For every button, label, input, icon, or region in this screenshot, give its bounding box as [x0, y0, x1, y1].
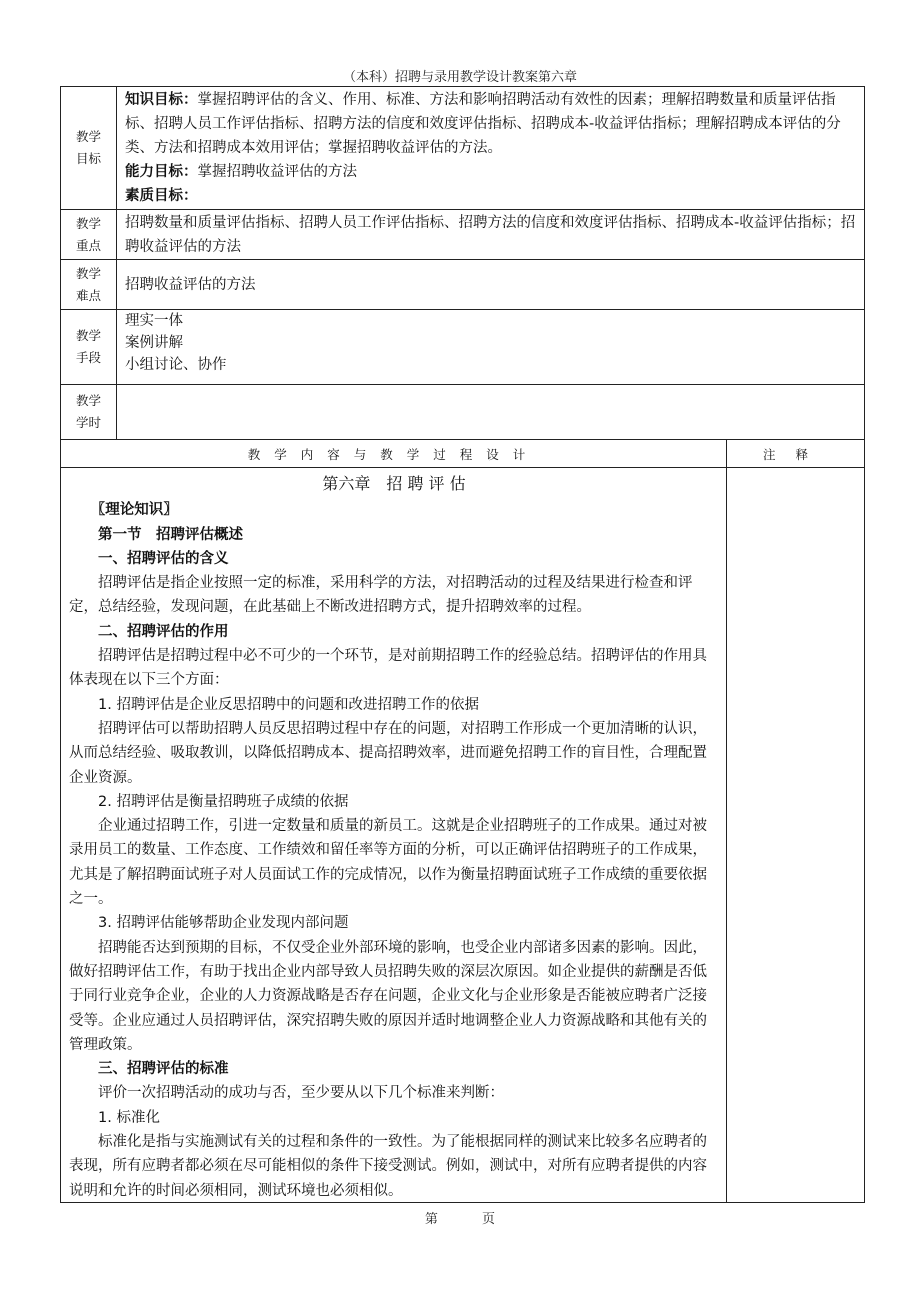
methods-label-line2: 手段 [75, 350, 101, 365]
objectives-label [61, 87, 117, 209]
objectives-label-line2: 目标 [75, 151, 101, 166]
subheading-3: 3. 招聘评估能够帮助企业发现内部问题 [98, 915, 349, 932]
paragraph-2: 招聘评估是招聘过程中必不可少的一个环节，是对前期招聘工作的经验总结。招聘评估的作用具体表现在以下三个方面： [69, 648, 707, 689]
content-text [69, 472, 719, 1203]
methods-item: 小组讨论、协作 [125, 357, 227, 373]
subheading-1: 1. 招聘评估是企业反思招聘中的问题和改进招聘工作的依据 [98, 696, 479, 713]
difficulties-label-line1: 教学 [75, 265, 101, 281]
methods-item: 案例讲解 [125, 335, 183, 351]
difficulties-label-line2: 难点 [75, 287, 101, 303]
key-points-text: 招聘数量和质量评估指标、招聘人员工作评估指标、招聘方法的信度和效度评估指标、招聘成本-收益评估指标；招聘收益评估的方法 [125, 215, 856, 255]
page-footer: 第 页 [424, 1212, 496, 1227]
lesson-plan-table [60, 86, 865, 1203]
methods-row [61, 309, 864, 384]
objectives-row [61, 87, 864, 209]
paragraph-6: 评价一次招聘活动的成功与否，至少要从以下几个标准来判断： [98, 1085, 504, 1102]
key-points-label-line1: 教学 [75, 215, 101, 231]
hours-label-line1: 教学 [75, 393, 101, 408]
notes-cell [727, 468, 864, 1202]
paragraph-3: 招聘评估可以帮助招聘人员反思招聘过程中存在的问题，对招聘工作形成一个更加清晰的认识，从而总结经验、吸取教训，以降低招聘成本、提高招聘效率，进而避免招聘工作的盲目性，合理配置企业资源。 [69, 720, 707, 786]
key-points-label-line2: 重点 [75, 237, 101, 253]
key-points-label [61, 210, 117, 259]
subheading-2: 2. 招聘评估是衡量招聘班子成绩的依据 [98, 793, 349, 810]
objectives-label-line1: 教学 [75, 129, 101, 144]
heading-3: 三、招聘评估的标准 [98, 1061, 229, 1078]
heading-1: 一、招聘评估的含义 [98, 550, 229, 567]
paragraph-5: 招聘能否达到预期的目标，不仅受企业外部环境的影响，也受企业内部诸多因素的影响。因此，做好招聘评估工作，有助于找出企业内部导致人员招聘失败的深层次原因。如企业提供的薪酬是否低于同行业竞争企业，企业的人力资源战略是否存在问题，企业文化与企业形象是否能被应聘者广泛接受等。企业应通过人员招聘评估，深究招聘失败的原因并适时地调整企业人力资源战略和其他有关的管理政策。 [69, 939, 707, 1053]
content-body-row [61, 467, 864, 1202]
subheading-4: 1. 标准化 [98, 1109, 160, 1126]
section-header-row [61, 439, 864, 468]
methods-label [61, 310, 117, 384]
hours-label [61, 385, 117, 439]
ability-text: 掌握招聘收益评估的方法 [197, 164, 357, 180]
hours-row [61, 384, 864, 439]
difficulties-text: 招聘收益评估的方法 [125, 277, 256, 293]
paragraph-7: 标准化是指与实施测试有关的过程和条件的一致性。为了能根据同样的测试来比较多名应聘者的表现，所有应聘者都必须在尽可能相似的条件下接受测试。例如，测试中，对所有应聘者提供的内容说明和允许的时间必须相同，测试环境也必须相似。 [69, 1134, 707, 1199]
methods-label-line1: 教学 [75, 328, 101, 343]
notes-heading: 注释 [762, 447, 828, 462]
paragraph-1: 招聘评估是指企业按照一定的标准，采用科学的方法，对招聘活动的过程及结果进行检查和评定，总结经验，发现问题，在此基础上不断改进招聘方式，提升招聘效率的过程。 [69, 575, 693, 616]
difficulties-row [61, 259, 864, 309]
hours-label-line2: 学时 [75, 415, 101, 430]
key-points-row [61, 209, 864, 259]
methods-item: 理实一体 [125, 313, 183, 329]
heading-2: 二、招聘评估的作用 [98, 623, 229, 640]
content-design-heading: 教学内容与教学过程设计 [61, 440, 727, 468]
paragraph-4: 企业通过招聘工作，引进一定数量和质量的新员工。这就是企业招聘班子的工作成果。通过对被录用员工的数量、工作态度、工作绩效和留任率等方面的分析，可以正确评估招聘班子的工作成果，尤其是了解招聘面试班子对人员面试工作的完成情况，以作为衡量招聘面试班子工作成绩的重要依据之一。 [69, 818, 707, 908]
chapter-title: 第六章 招 聘 评 估 [322, 474, 466, 493]
quality-label: 素质目标： [125, 188, 198, 204]
objectives-content [125, 88, 858, 208]
theory-heading: 〖理论知识〗 [90, 502, 178, 519]
content-main-cell [61, 468, 727, 1202]
ability-label: 能力目标： [125, 164, 198, 180]
knowledge-label: 知识目标： [125, 92, 198, 108]
section-title: 第一节 招聘评估概述 [98, 526, 243, 543]
knowledge-text: 掌握招聘评估的含义、作用、标准、方法和影响招聘活动有效性的因素；理解招聘数量和质量评估指标、招聘人员工作评估指标、招聘方法的信度和效度评估指标、招聘成本-收益评估指标；理解招聘成本评估的分类、方法和招聘成本效用评估；掌握招聘收益评估的方法。 [125, 92, 841, 156]
page-header: （本科）招聘与录用教学设计教案第六章 [342, 70, 577, 85]
methods-list [125, 310, 858, 376]
difficulties-label [61, 260, 117, 309]
